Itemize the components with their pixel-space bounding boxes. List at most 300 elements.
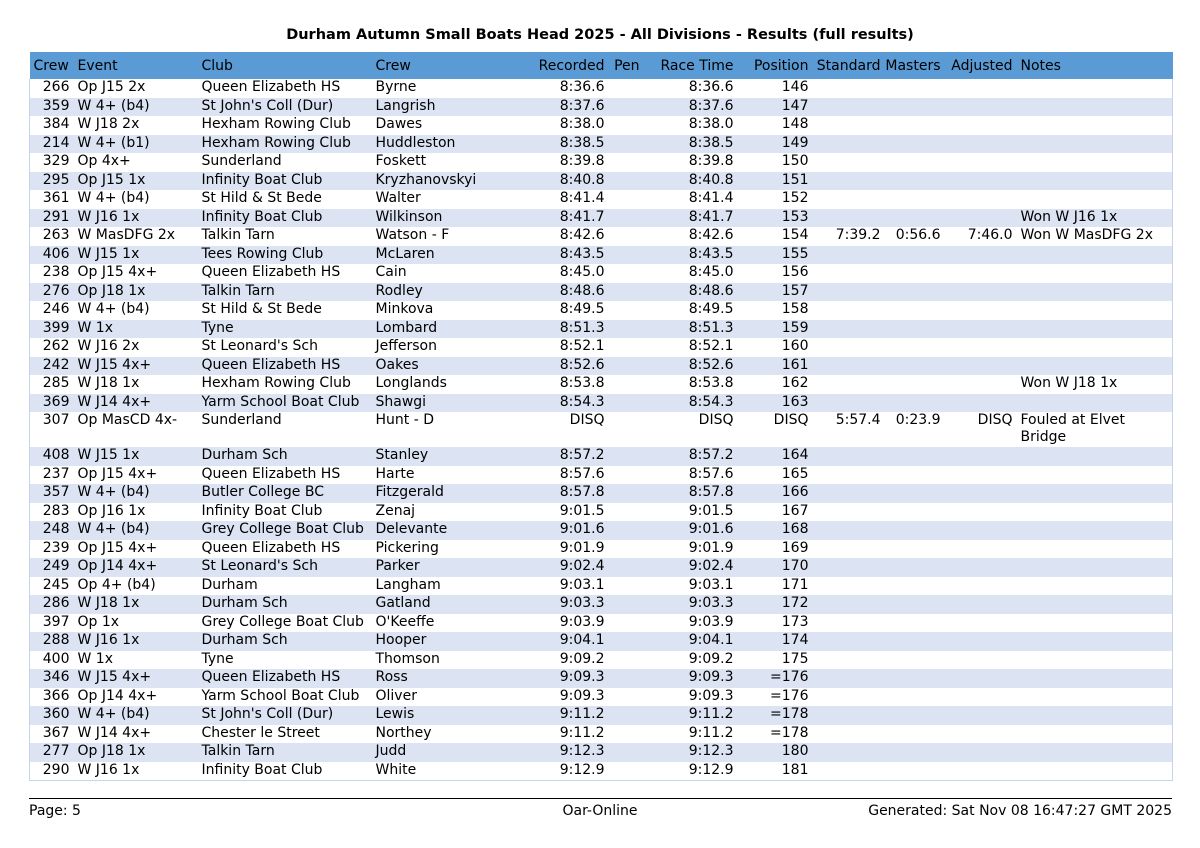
- cell-recorded: 8:57.8: [500, 484, 609, 503]
- cell-masters: [885, 394, 945, 413]
- cell-crew-name: Harte: [372, 466, 500, 485]
- cell-position: 160: [738, 338, 813, 357]
- cell-notes: [1017, 264, 1173, 283]
- cell-event: W 4+ (b4): [74, 301, 198, 320]
- cell-crew-name: Lewis: [372, 706, 500, 725]
- cell-notes: [1017, 614, 1173, 633]
- cell-club: Talkin Tarn: [198, 743, 372, 762]
- cell-recorded: 8:38.0: [500, 116, 609, 135]
- cell-adjusted: [945, 357, 1017, 376]
- footer-source: Oar-Online: [562, 803, 638, 819]
- cell-adjusted: [945, 651, 1017, 670]
- cell-race-time: 9:01.6: [644, 521, 738, 540]
- cell-masters: [885, 632, 945, 651]
- cell-club: Chester le Street: [198, 725, 372, 744]
- cell-masters: [885, 521, 945, 540]
- table-row: [30, 688, 1173, 707]
- cell-race-time: 8:51.3: [644, 320, 738, 339]
- cell-position: 168: [738, 521, 813, 540]
- cell-adjusted: [945, 743, 1017, 762]
- cell-event: W J16 1x: [74, 209, 198, 228]
- cell-notes: [1017, 283, 1173, 302]
- cell-position: 158: [738, 301, 813, 320]
- cell-crew-name: Gatland: [372, 595, 500, 614]
- table-row: [30, 577, 1173, 596]
- cell-recorded: 9:03.3: [500, 595, 609, 614]
- cell-crew-name: Judd: [372, 743, 500, 762]
- cell-race-time: 8:36.6: [644, 79, 738, 98]
- cell-masters: [885, 338, 945, 357]
- cell-position: 167: [738, 503, 813, 522]
- cell-club: Sunderland: [198, 153, 372, 172]
- cell-race-time: 9:03.3: [644, 595, 738, 614]
- table-row: [30, 614, 1173, 633]
- cell-masters: [885, 357, 945, 376]
- table-row: [30, 246, 1173, 265]
- cell-standard: 5:57.4: [813, 412, 885, 447]
- table-row: [30, 466, 1173, 485]
- cell-club: Grey College Boat Club: [198, 521, 372, 540]
- cell-recorded: 9:09.3: [500, 688, 609, 707]
- cell-position: DISQ: [738, 412, 813, 447]
- cell-masters: [885, 98, 945, 117]
- cell-crew: 285: [30, 375, 74, 394]
- cell-masters: [885, 503, 945, 522]
- cell-recorded: 9:12.9: [500, 762, 609, 781]
- cell-race-time: 8:40.8: [644, 172, 738, 191]
- cell-notes: [1017, 394, 1173, 413]
- cell-crew: 346: [30, 669, 74, 688]
- cell-pen: [609, 227, 644, 246]
- cell-club: Queen Elizabeth HS: [198, 264, 372, 283]
- cell-club: Hexham Rowing Club: [198, 135, 372, 154]
- cell-crew: 307: [30, 412, 74, 447]
- cell-event: W 4+ (b1): [74, 135, 198, 154]
- cell-masters: [885, 264, 945, 283]
- cell-standard: [813, 743, 885, 762]
- cell-adjusted: [945, 394, 1017, 413]
- cell-race-time: 8:57.2: [644, 447, 738, 466]
- cell-adjusted: [945, 558, 1017, 577]
- cell-crew-name: Watson - F: [372, 227, 500, 246]
- cell-position: 175: [738, 651, 813, 670]
- cell-recorded: 8:42.6: [500, 227, 609, 246]
- cell-notes: [1017, 632, 1173, 651]
- table-row: [30, 98, 1173, 117]
- cell-race-time: 8:57.6: [644, 466, 738, 485]
- cell-position: 162: [738, 375, 813, 394]
- cell-pen: [609, 412, 644, 447]
- cell-notes: Won W J18 1x: [1017, 375, 1173, 394]
- cell-standard: [813, 394, 885, 413]
- cell-event: Op J14 4x+: [74, 688, 198, 707]
- cell-pen: [609, 338, 644, 357]
- cell-position: 155: [738, 246, 813, 265]
- cell-recorded: 8:39.8: [500, 153, 609, 172]
- column-header-race-time: Race Time: [644, 52, 738, 79]
- cell-crew: 266: [30, 79, 74, 98]
- cell-recorded: 8:48.6: [500, 283, 609, 302]
- table-row: [30, 301, 1173, 320]
- cell-masters: [885, 79, 945, 98]
- cell-crew: 214: [30, 135, 74, 154]
- cell-adjusted: [945, 688, 1017, 707]
- cell-standard: [813, 447, 885, 466]
- cell-pen: [609, 447, 644, 466]
- cell-adjusted: [945, 79, 1017, 98]
- header-row: [30, 52, 1173, 79]
- cell-masters: [885, 688, 945, 707]
- cell-pen: [609, 375, 644, 394]
- cell-club: Queen Elizabeth HS: [198, 466, 372, 485]
- cell-notes: [1017, 725, 1173, 744]
- cell-club: Infinity Boat Club: [198, 172, 372, 191]
- cell-notes: [1017, 706, 1173, 725]
- cell-masters: [885, 540, 945, 559]
- cell-notes: [1017, 172, 1173, 191]
- cell-pen: [609, 98, 644, 117]
- cell-notes: [1017, 669, 1173, 688]
- cell-standard: [813, 484, 885, 503]
- cell-standard: [813, 577, 885, 596]
- cell-recorded: 8:54.3: [500, 394, 609, 413]
- cell-pen: [609, 521, 644, 540]
- cell-crew-name: Byrne: [372, 79, 500, 98]
- cell-masters: [885, 577, 945, 596]
- cell-masters: [885, 246, 945, 265]
- cell-event: W 1x: [74, 320, 198, 339]
- cell-pen: [609, 135, 644, 154]
- cell-position: 170: [738, 558, 813, 577]
- cell-position: =176: [738, 688, 813, 707]
- cell-position: 165: [738, 466, 813, 485]
- cell-club: Yarm School Boat Club: [198, 688, 372, 707]
- cell-position: 147: [738, 98, 813, 117]
- cell-notes: [1017, 98, 1173, 117]
- cell-standard: [813, 762, 885, 781]
- cell-crew: 400: [30, 651, 74, 670]
- cell-race-time: 8:41.7: [644, 209, 738, 228]
- cell-event: W J18 2x: [74, 116, 198, 135]
- table-row: [30, 632, 1173, 651]
- cell-adjusted: [945, 484, 1017, 503]
- cell-recorded: 8:41.4: [500, 190, 609, 209]
- cell-masters: [885, 558, 945, 577]
- cell-standard: [813, 558, 885, 577]
- table-row: [30, 521, 1173, 540]
- cell-standard: [813, 688, 885, 707]
- cell-event: W J15 1x: [74, 246, 198, 265]
- table-row: [30, 153, 1173, 172]
- cell-adjusted: [945, 320, 1017, 339]
- column-header-pen: Pen: [609, 52, 644, 79]
- table-row: [30, 725, 1173, 744]
- cell-recorded: 9:03.1: [500, 577, 609, 596]
- table-row: [30, 209, 1173, 228]
- cell-crew: 329: [30, 153, 74, 172]
- cell-crew: 361: [30, 190, 74, 209]
- cell-recorded: 8:37.6: [500, 98, 609, 117]
- cell-club: Hexham Rowing Club: [198, 375, 372, 394]
- cell-crew-name: Delevante: [372, 521, 500, 540]
- cell-standard: [813, 466, 885, 485]
- cell-crew: 276: [30, 283, 74, 302]
- column-header-event: Event: [74, 52, 198, 79]
- cell-recorded: 8:40.8: [500, 172, 609, 191]
- cell-race-time: 9:01.9: [644, 540, 738, 559]
- cell-crew: 357: [30, 484, 74, 503]
- generated-timestamp: Generated: Sat Nov 08 16:47:27 GMT 2025: [868, 803, 1172, 819]
- cell-pen: [609, 743, 644, 762]
- cell-crew: 242: [30, 357, 74, 376]
- cell-masters: [885, 743, 945, 762]
- cell-crew-name: Jefferson: [372, 338, 500, 357]
- cell-recorded: 9:02.4: [500, 558, 609, 577]
- cell-standard: [813, 320, 885, 339]
- cell-crew: 397: [30, 614, 74, 633]
- cell-position: 163: [738, 394, 813, 413]
- cell-pen: [609, 688, 644, 707]
- table-row: [30, 447, 1173, 466]
- cell-position: 153: [738, 209, 813, 228]
- cell-crew-name: O'Keeffe: [372, 614, 500, 633]
- cell-race-time: 8:53.8: [644, 375, 738, 394]
- cell-crew-name: Ross: [372, 669, 500, 688]
- cell-adjusted: [945, 466, 1017, 485]
- cell-adjusted: [945, 98, 1017, 117]
- cell-standard: [813, 521, 885, 540]
- cell-crew-name: Stanley: [372, 447, 500, 466]
- cell-position: 148: [738, 116, 813, 135]
- cell-recorded: 8:41.7: [500, 209, 609, 228]
- cell-event: W J14 4x+: [74, 725, 198, 744]
- cell-pen: [609, 320, 644, 339]
- column-header-name: Crew: [372, 52, 500, 79]
- table-row: [30, 135, 1173, 154]
- column-header-position: Position: [738, 52, 813, 79]
- cell-standard: [813, 503, 885, 522]
- cell-event: W 4+ (b4): [74, 521, 198, 540]
- cell-event: W MasDFG 2x: [74, 227, 198, 246]
- cell-position: 151: [738, 172, 813, 191]
- cell-position: 146: [738, 79, 813, 98]
- cell-crew: 239: [30, 540, 74, 559]
- cell-recorded: DISQ: [500, 412, 609, 447]
- cell-race-time: 8:38.5: [644, 135, 738, 154]
- cell-crew: 262: [30, 338, 74, 357]
- cell-event: Op J15 4x+: [74, 264, 198, 283]
- cell-masters: [885, 116, 945, 135]
- cell-pen: [609, 264, 644, 283]
- table-row: [30, 595, 1173, 614]
- cell-adjusted: [945, 301, 1017, 320]
- cell-crew-name: Cain: [372, 264, 500, 283]
- cell-notes: [1017, 153, 1173, 172]
- cell-club: Durham Sch: [198, 632, 372, 651]
- cell-adjusted: [945, 540, 1017, 559]
- cell-club: Durham Sch: [198, 447, 372, 466]
- cell-event: Op J15 4x+: [74, 540, 198, 559]
- cell-standard: [813, 135, 885, 154]
- cell-crew-name: Fitzgerald: [372, 484, 500, 503]
- cell-position: 149: [738, 135, 813, 154]
- cell-race-time: 8:52.6: [644, 357, 738, 376]
- cell-crew-name: Pickering: [372, 540, 500, 559]
- cell-crew-name: Langrish: [372, 98, 500, 117]
- cell-club: Durham Sch: [198, 595, 372, 614]
- cell-adjusted: [945, 116, 1017, 135]
- cell-notes: [1017, 190, 1173, 209]
- cell-adjusted: [945, 706, 1017, 725]
- cell-standard: [813, 540, 885, 559]
- cell-pen: [609, 466, 644, 485]
- table-row: [30, 338, 1173, 357]
- cell-pen: [609, 577, 644, 596]
- cell-pen: [609, 190, 644, 209]
- cell-adjusted: [945, 632, 1017, 651]
- cell-club: Queen Elizabeth HS: [198, 540, 372, 559]
- cell-standard: 7:39.2: [813, 227, 885, 246]
- cell-event: W J16 1x: [74, 762, 198, 781]
- cell-event: Op J15 2x: [74, 79, 198, 98]
- cell-recorded: 8:43.5: [500, 246, 609, 265]
- cell-standard: [813, 595, 885, 614]
- cell-recorded: 9:01.6: [500, 521, 609, 540]
- cell-crew-name: Dawes: [372, 116, 500, 135]
- cell-pen: [609, 172, 644, 191]
- cell-event: W J18 1x: [74, 595, 198, 614]
- cell-club: St Hild & St Bede: [198, 190, 372, 209]
- cell-pen: [609, 116, 644, 135]
- cell-crew-name: Walter: [372, 190, 500, 209]
- cell-event: W 4+ (b4): [74, 190, 198, 209]
- cell-notes: [1017, 521, 1173, 540]
- cell-position: 150: [738, 153, 813, 172]
- cell-masters: [885, 466, 945, 485]
- cell-notes: [1017, 595, 1173, 614]
- column-header-recorded: Recorded: [500, 52, 609, 79]
- cell-crew-name: Parker: [372, 558, 500, 577]
- cell-crew-name: Thomson: [372, 651, 500, 670]
- table-row: [30, 762, 1173, 781]
- cell-masters: [885, 762, 945, 781]
- cell-adjusted: [945, 503, 1017, 522]
- cell-masters: [885, 669, 945, 688]
- cell-standard: [813, 357, 885, 376]
- cell-notes: [1017, 466, 1173, 485]
- cell-standard: [813, 98, 885, 117]
- cell-race-time: 8:39.8: [644, 153, 738, 172]
- table-row: [30, 558, 1173, 577]
- cell-position: =176: [738, 669, 813, 688]
- cell-recorded: 9:01.5: [500, 503, 609, 522]
- cell-masters: [885, 153, 945, 172]
- cell-position: 181: [738, 762, 813, 781]
- cell-recorded: 9:03.9: [500, 614, 609, 633]
- cell-club: Talkin Tarn: [198, 227, 372, 246]
- cell-standard: [813, 190, 885, 209]
- cell-crew: 295: [30, 172, 74, 191]
- cell-event: W 1x: [74, 651, 198, 670]
- cell-masters: [885, 706, 945, 725]
- cell-event: Op 1x: [74, 614, 198, 633]
- cell-race-time: DISQ: [644, 412, 738, 447]
- cell-crew-name: Kryzhanovskyi: [372, 172, 500, 191]
- cell-club: Tees Rowing Club: [198, 246, 372, 265]
- cell-masters: [885, 301, 945, 320]
- cell-pen: [609, 651, 644, 670]
- cell-notes: [1017, 301, 1173, 320]
- table-row: [30, 320, 1173, 339]
- cell-standard: [813, 172, 885, 191]
- cell-position: 161: [738, 357, 813, 376]
- cell-notes: [1017, 116, 1173, 135]
- cell-pen: [609, 632, 644, 651]
- column-header-adjusted: Adjusted: [945, 52, 1017, 79]
- cell-crew-name: White: [372, 762, 500, 781]
- cell-recorded: 8:38.5: [500, 135, 609, 154]
- cell-position: =178: [738, 725, 813, 744]
- cell-standard: [813, 614, 885, 633]
- cell-notes: Fouled at Elvet Bridge: [1017, 412, 1173, 447]
- cell-adjusted: [945, 153, 1017, 172]
- cell-race-time: 9:01.5: [644, 503, 738, 522]
- cell-masters: [885, 209, 945, 228]
- cell-club: St Hild & St Bede: [198, 301, 372, 320]
- cell-race-time: 9:04.1: [644, 632, 738, 651]
- column-header-club: Club: [198, 52, 372, 79]
- cell-club: Tyne: [198, 320, 372, 339]
- cell-notes: Won W J16 1x: [1017, 209, 1173, 228]
- cell-adjusted: [945, 762, 1017, 781]
- cell-crew-name: McLaren: [372, 246, 500, 265]
- cell-crew-name: Oakes: [372, 357, 500, 376]
- cell-club: Grey College Boat Club: [198, 614, 372, 633]
- table-row: [30, 669, 1173, 688]
- table-row: [30, 412, 1173, 447]
- cell-recorded: 9:04.1: [500, 632, 609, 651]
- cell-position: 173: [738, 614, 813, 633]
- cell-crew: 249: [30, 558, 74, 577]
- cell-crew: 245: [30, 577, 74, 596]
- cell-recorded: 9:11.2: [500, 725, 609, 744]
- cell-position: 171: [738, 577, 813, 596]
- cell-crew-name: Northey: [372, 725, 500, 744]
- cell-masters: [885, 595, 945, 614]
- cell-notes: [1017, 743, 1173, 762]
- cell-adjusted: [945, 521, 1017, 540]
- cell-race-time: 8:45.0: [644, 264, 738, 283]
- cell-race-time: 8:43.5: [644, 246, 738, 265]
- cell-position: 156: [738, 264, 813, 283]
- cell-crew: 384: [30, 116, 74, 135]
- cell-crew: 290: [30, 762, 74, 781]
- cell-event: Op 4x+: [74, 153, 198, 172]
- cell-position: 169: [738, 540, 813, 559]
- cell-standard: [813, 79, 885, 98]
- cell-event: W J16 1x: [74, 632, 198, 651]
- cell-crew-name: Hooper: [372, 632, 500, 651]
- cell-pen: [609, 79, 644, 98]
- cell-pen: [609, 669, 644, 688]
- cell-club: Queen Elizabeth HS: [198, 357, 372, 376]
- cell-pen: [609, 283, 644, 302]
- cell-standard: [813, 651, 885, 670]
- cell-masters: [885, 283, 945, 302]
- cell-crew: 406: [30, 246, 74, 265]
- cell-position: 180: [738, 743, 813, 762]
- cell-position: 166: [738, 484, 813, 503]
